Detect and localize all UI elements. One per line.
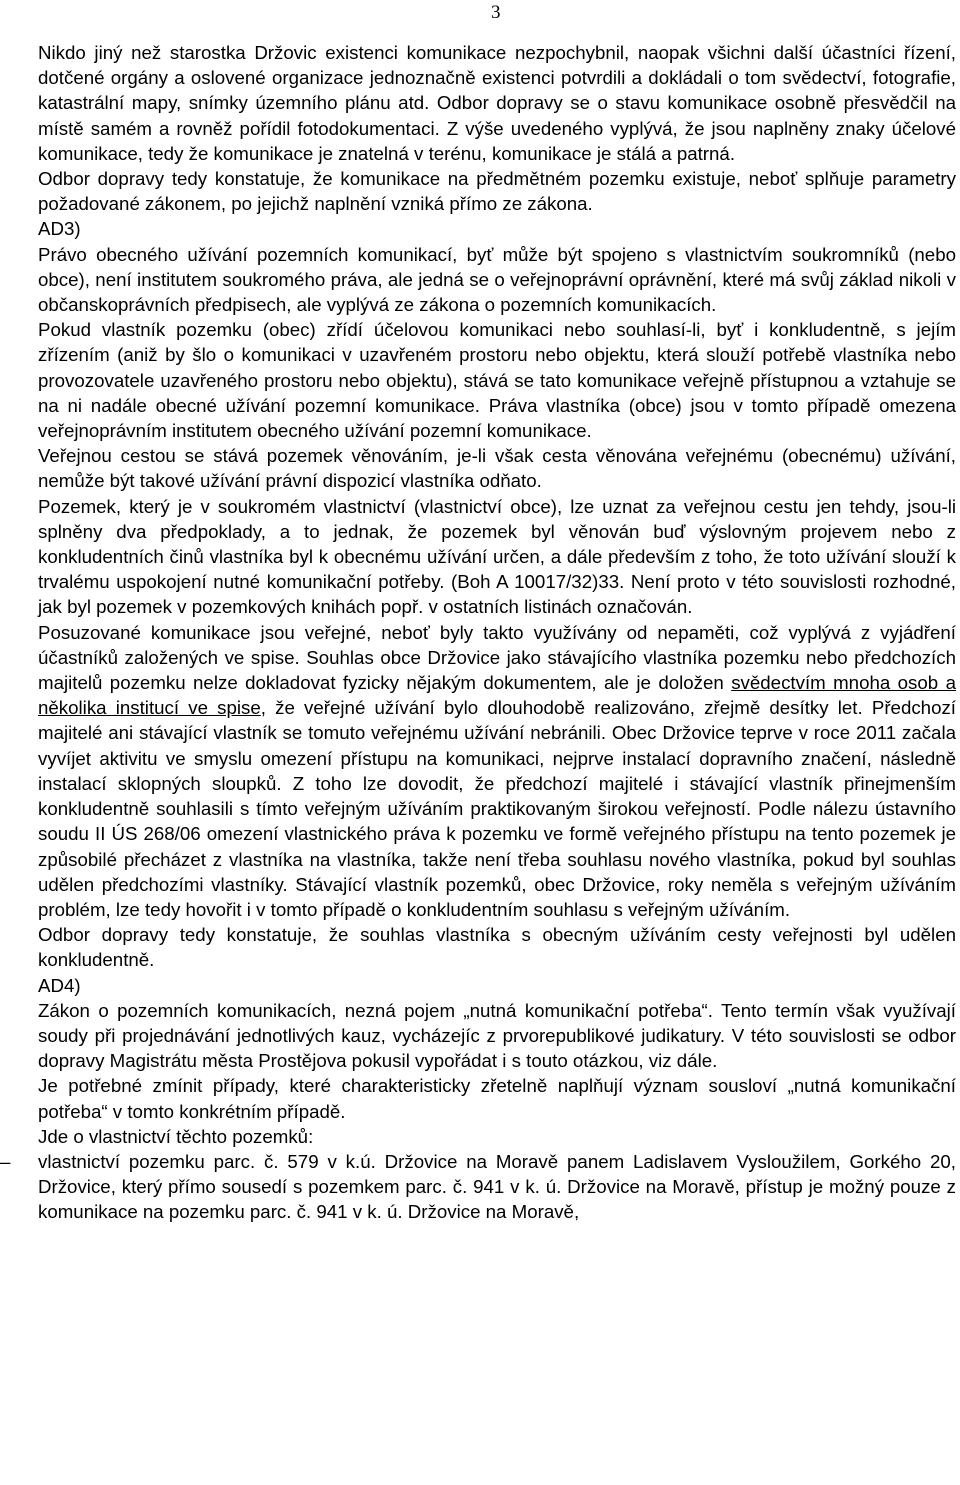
paragraph-evidence	[38, 620, 956, 922]
paragraph-public-road-dedication: Veřejnou cestou se stává pozemek věnováním, je-li však cesta věnována veřejnému (obecnému) užívání, nemůže být takové užívání právní dispozicí vlastníka odňato.	[38, 445, 956, 492]
paragraph-conclusion-consent: Odbor dopravy tedy konstatuje, že souhlas vlastníka s obecným užíváním cesty veřejnosti byl udělen konkludentně.	[38, 924, 956, 971]
list-dash-marker: –	[0, 1150, 11, 1172]
paragraph-ownership-intro: Jde o vlastnictví těchto pozemků:	[38, 1125, 314, 1147]
list-item	[0, 1149, 956, 1225]
paragraph-conclusion-existence: Odbor dopravy tedy konstatuje, že komunikace na předmětném pozemku existuje, neboť splňuje parametry požadované zákonem, po jejichž naplnění vzniká přímo ze zákona.	[38, 168, 956, 215]
paragraph-existence: Nikdo jiný než starostka Držovic existenci komunikace nezpochybnil, naopak všichni další účastníci řízení, dotčené orgány a oslovené organizace jednoznačně existenci potvrdili a dokládali o tom svědectví, fotografie, katastrální mapy, snímky územního plánu atd. Odbor dopravy se o stavu komunikace osobně přesvědčil na místě samém a rovněž pořídil fotodokumentaci. Z výše uvedeného vyplývá, že jsou naplněny znaky účelové komunikace, tedy že komunikace je znatelná v terénu, komunikace je stálá a patrná.	[38, 42, 956, 164]
evidence-text-before: Posuzované komunikace jsou veřejné, neboť byly takto využívány od nepaměti, což vyplývá z vyjádření účastníků založených ve spise. Souhlas obce Držovice jako stávajícího vlastníka pozemku nebo předchozích majitelů pozemku nelze dokladovat fyzicky nějakým dokumentem, ale je doložen	[38, 621, 956, 694]
section-heading-ad4: AD4)	[38, 974, 81, 996]
paragraph-public-use-right: Právo obecného užívání pozemních komunikací, byť může být spojeno s vlastnictvím soukromníků (nebo obce), není institutem soukromého práva, ale jedná se o veřejnoprávní oprávnění, které má svůj základ nikoli v občanskoprávních předpisech, ale vyplývá ze zákona o pozemních komunikacích.	[38, 243, 956, 316]
section-heading-ad3: AD3)	[38, 218, 81, 240]
document-body	[0, 40, 956, 1225]
evidence-text-after: , že veřejné užívání bylo dlouhodobě realizováno, zřejmě desítky let. Předchozí majitelé ani stávající vlastník se tomuto veřejnému užívání nebránili. Obec Držovice teprve v roce 2011 začala vyvíjet aktivitu ve smyslu omezení přístupu na komunikaci, nejprve instalací dopravního značení, následně instalací sklopných sloupků. Z toho lze dovodit, že předchozí majitelé i stávající vlastník přinejmenším konkludentně souhlasili s tímto veřejným užíváním praktikovaným širokou veřejností. Podle nálezu ústavního soudu II ÚS 268/06 omezení vlastnického práva k pozemku ve formě veřejného přístupu na tento pozemek je způsobilé přecházet z vlastníka na vlastníka, takže není třeba souhlasu nového vlastníka, pokud byl souhlas udělen předchozími vlastníky. Stávající vlastník pozemků, obec Držovice, roky neměla s veřejným užíváním problém, lze tedy hovořit i v tomto případě o konkludentním souhlasu s veřejným užíváním.	[38, 697, 956, 920]
page-number: 3	[491, 2, 501, 23]
paragraph-communication-need: Zákon o pozemních komunikacích, nezná pojem „nutná komunikační potřeba“. Tento termín však využívají soudy při projednávání jednotlivých kauz, vycházejíc z prvorepublikové judikatury. V této souvislosti se odbor dopravy Magistrátu města Prostějova pokusil vypořádat i s touto otázkou, viz dále.	[38, 999, 956, 1072]
evidence-underlined-text: svědectvím mnoha osob a několika institucí ve spise	[38, 672, 956, 719]
paragraph-private-land-road: Pozemek, který je v soukromém vlastnictví (vlastnictví obce), lze uznat za veřejnou cestu jen tehdy, jsou-li splněny dva předpoklady, a to jednak, že pozemek byl věnován buď výslovným projevem nebo z konkludentních činů vlastníka byl k obecnému užívání určen, a dále především z toho, že toto užívání slouží k trvalému uspokojení nutné komunikační potřeby. (Boh A 10017/32)33. Není proto v této souvislosti rozhodné, jak byl pozemek v pozemkových knihách popř. v ostatních listinách označován.	[38, 495, 956, 618]
paragraph-owner-consent: Pokud vlastník pozemku (obec) zřídí účelovou komunikaci nebo souhlasí-li, byť i konkludentně, s jejím zřízením (aniž by šlo o komunikaci v uzavřeném prostoru nebo objektu, která slouží potřebě vlastníka nebo provozovatele uzavřeného prostoru nebo objektu), stává se tato komunikace veřejně přístupnou a vztahuje se na ni nadále obecné užívání pozemní komunikace. Práva vlastníka (obce) jsou v tomto případě omezena veřejnoprávním institutem obecného užívání pozemní komunikace.	[38, 319, 956, 442]
list-item-text: vlastnictví pozemku parc. č. 579 v k.ú. Držovice na Moravě panem Ladislavem Vysloužilem, Gorkého 20, Držovice, který přímo sousedí s pozemkem parc. č. 941 v k. ú. Držovice na Moravě, přístup je možný pouze z komunikace na pozemku parc. č. 941 v k. ú. Držovice na Moravě,	[38, 1150, 956, 1223]
paragraph-cases: Je potřebné zmínit případy, které charakteristicky zřetelně naplňují význam sousloví „nutná komunikační potřeba“ v tomto konkrétním případě.	[38, 1075, 956, 1122]
